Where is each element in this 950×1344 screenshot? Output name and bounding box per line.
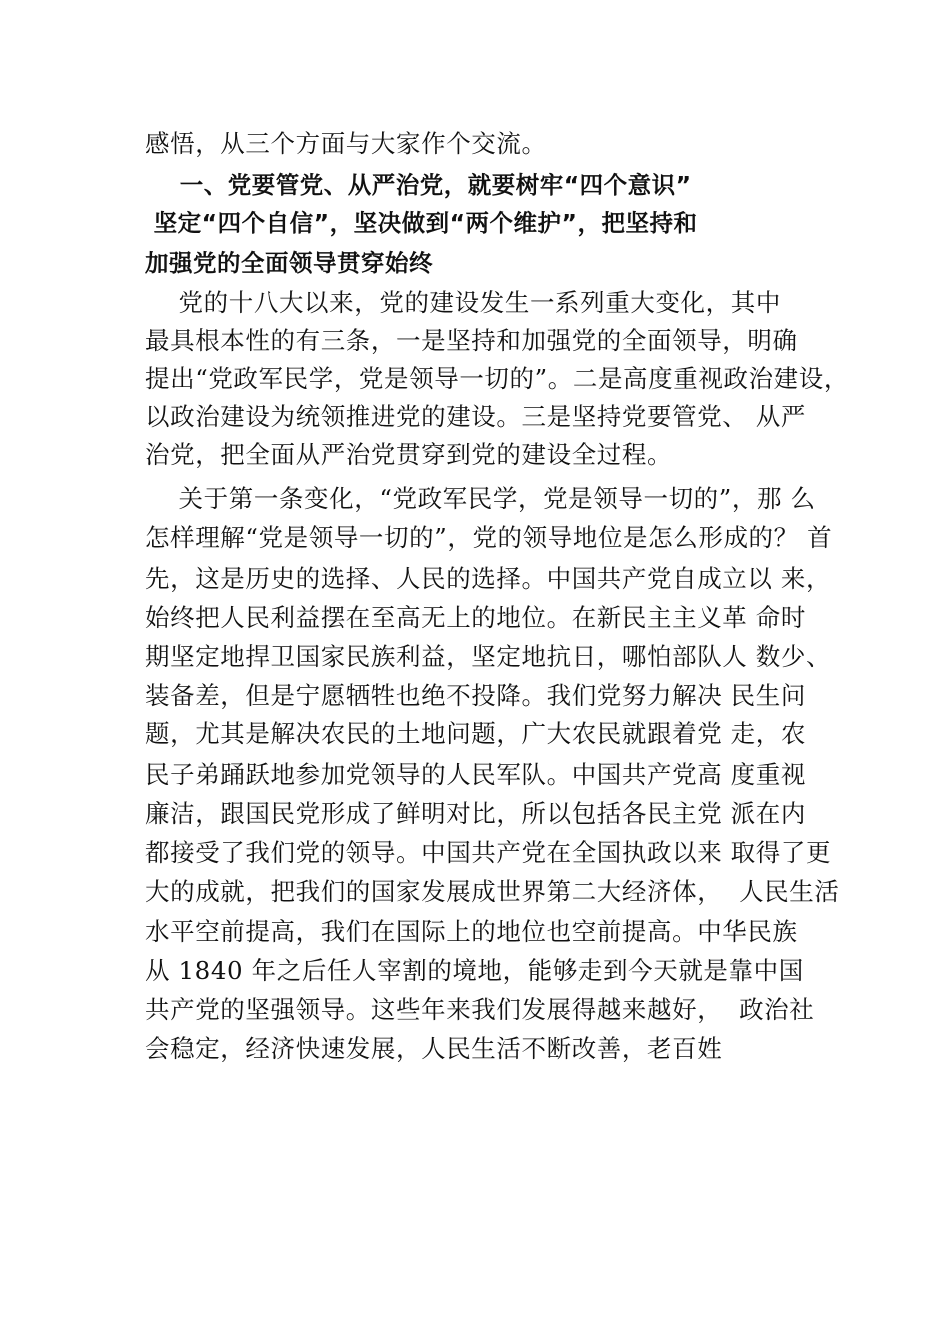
section-heading-line: 加强党的全面领导贯穿始终 [145, 249, 433, 277]
paragraph-line: 提出“党政军民学，党是领导一切的”。二是高度重视政治建设， [145, 364, 849, 393]
paragraph-line: 感悟，从三个方面与大家作个交流。 [145, 129, 547, 158]
paragraph-line: 始终把人民利益摆在至高无上的地位。在新民主主义革 命时 [145, 603, 806, 632]
paragraph-line: 装备差，但是宁愿牺牲也绝不投降。我们党努力解决 民生问 [145, 681, 806, 710]
paragraph-line: 治党，把全面从严治党贯穿到党的建设全过程。 [145, 440, 673, 469]
paragraph-line: 水平空前提高，我们在国际上的地位也空前提高。中华民族 [145, 917, 798, 946]
paragraph-line: 以政治建设为统领推进党的建设。三是坚持党要管党、 从严 [145, 402, 806, 431]
section-heading-line: 一、党要管党、从严治党，就要树牢“四个意识” [145, 171, 692, 199]
paragraph-line: 大的成就，把我们的国家发展成世界第二大经济体， 人民生活 [145, 877, 840, 906]
paragraph-line: 先，这是历史的选择、人民的选择。中国共产党自成立以 来， [145, 564, 832, 593]
paragraph-line: 民子弟踊跃地参加党领导的人民军队。中国共产党高 度重视 [145, 760, 806, 789]
paragraph-line: 会稳定，经济快速发展，人民生活不断改善，老百姓 [145, 1034, 723, 1063]
paragraph-line: 廉洁，跟国民党形成了鲜明对比，所以包括各民主党 派在内 [145, 799, 806, 828]
paragraph-line: 怎样理解“党是领导一切的”，党的领导地位是怎么形成的？ 首 [145, 523, 833, 552]
paragraph-line: 最具根本性的有三条，一是坚持和加强党的全面领导，明确 [145, 326, 798, 355]
paragraph-line: 期坚定地捍卫国家民族利益，坚定地抗日，哪怕部队人 数少、 [145, 642, 832, 671]
paragraph-line: 从 1840 年之后任人宰割的境地，能够走到今天就是靠中国 [145, 956, 804, 985]
section-heading-line: 坚定“四个自信”，坚决做到“两个维护”，把坚持和 [145, 209, 698, 237]
paragraph-line: 都接受了我们党的领导。中国共产党在全国执政以来 取得了更 [145, 838, 832, 867]
paragraph-line: 共产党的坚强领导。这些年来我们发展得越来越好， 政治社 [145, 995, 815, 1024]
paragraph-line: 党的十八大以来，党的建设发生一系列重大变化，其中 [145, 288, 781, 317]
paragraph-line: 关于第一条变化，“党政军民学，党是领导一切的”，那 么 [145, 484, 816, 513]
paragraph-line: 题，尤其是解决农民的土地问题，广大农民就跟着党 走，农 [145, 719, 806, 748]
